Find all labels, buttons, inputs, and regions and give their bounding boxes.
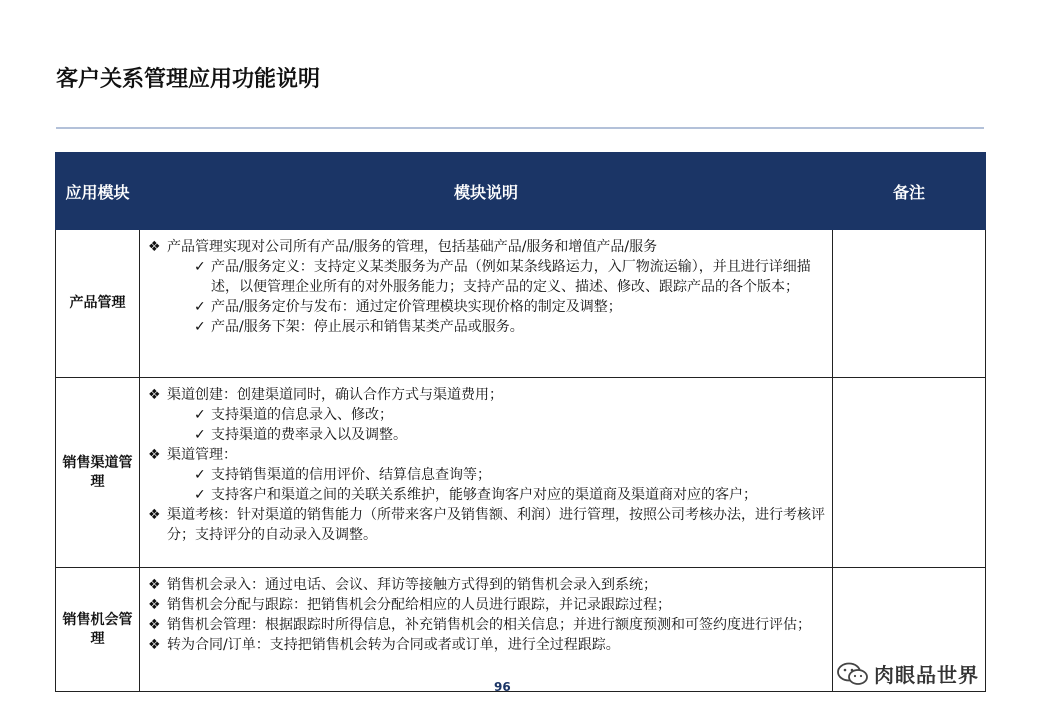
diamond-bullet-icon: ❖ (148, 637, 161, 653)
module-remark (833, 230, 986, 378)
header-remark: 备注 (833, 153, 986, 230)
sub-bullet-item (194, 425, 828, 445)
table-row (56, 230, 986, 378)
table-row (56, 378, 986, 568)
page-title: 客户关系管理应用功能说明 (56, 67, 321, 92)
bullet-item (148, 385, 828, 405)
bullet-text: 转为合同/订单：支持把销售机会转为合同或者或订单，进行全过程跟踪。 (167, 637, 620, 653)
bullet-text: 支持客户和渠道之间的关联关系维护，能够查询客户对应的渠道商及渠道商对应的客户； (211, 487, 757, 503)
bullet-item (148, 595, 828, 615)
bullet-text: 销售机会分配与跟踪：把销售机会分配给相应的人员进行跟踪，并记录跟踪过程； (167, 597, 671, 613)
module-remark (833, 378, 986, 568)
diamond-bullet-icon: ❖ (148, 577, 161, 593)
sub-bullet-item (194, 297, 828, 317)
sub-bullet-item (194, 405, 828, 425)
bullet-text: 产品/服务下架：停止展示和销售某类产品或服务。 (211, 319, 524, 335)
checkmark-icon: ✓ (194, 487, 206, 503)
bullet-text: 渠道创建：创建渠道同时，确认合作方式与渠道费用； (167, 387, 503, 403)
bullet-item (148, 505, 828, 545)
function-table (55, 152, 986, 692)
sub-bullet-item (194, 317, 828, 337)
diamond-bullet-icon: ❖ (148, 617, 161, 633)
checkmark-icon: ✓ (194, 407, 206, 423)
bullet-text: 支持渠道的信息录入、修改； (211, 407, 393, 423)
table-header-row (56, 153, 986, 230)
bullet-item (148, 445, 828, 465)
bullet-text: 销售机会管理：根据跟踪时所得信息，补充销售机会的相关信息；并进行额度预测和可签约度进行评估； (167, 617, 811, 633)
module-name: 产品管理 (56, 230, 140, 378)
bullet-item (148, 237, 828, 257)
module-name: 销售渠道管理 (56, 378, 140, 568)
page-number: 96 (494, 680, 511, 694)
checkmark-icon: ✓ (194, 299, 206, 315)
sub-bullet-item (194, 465, 828, 485)
bullet-text: 渠道管理： (167, 447, 237, 463)
wechat-icon (836, 662, 870, 686)
bullet-text: 产品/服务定义：支持定义某类服务为产品（例如某条线路运力，入厂物流运输），并且进行详细描述，以便管理企业所有的对外服务能力；支持产品的定义、描述、修改、跟踪产品的各个版本； (211, 259, 811, 295)
diamond-bullet-icon: ❖ (148, 387, 161, 403)
checkmark-icon: ✓ (194, 319, 206, 335)
bullet-item (148, 575, 828, 595)
diamond-bullet-icon: ❖ (148, 507, 161, 523)
bullet-text: 产品/服务定价与发布：通过定价管理模块实现价格的制定及调整； (211, 299, 622, 315)
checkmark-icon: ✓ (194, 259, 206, 275)
header-module: 应用模块 (56, 153, 140, 230)
sub-bullet-item (194, 257, 828, 297)
module-description (140, 378, 833, 568)
bullet-text: 销售机会录入：通过电话、会议、拜访等接触方式得到的销售机会录入到系统； (167, 577, 657, 593)
bullet-text: 渠道考核：针对渠道的销售能力（所带来客户及销售额、利润）进行管理，按照公司考核办法，进行考核评分；支持评分的自动录入及调整。 (167, 507, 825, 543)
header-description: 模块说明 (140, 153, 833, 230)
sub-bullet-item (194, 485, 828, 505)
bullet-text: 支持销售渠道的信用评价、结算信息查询等； (211, 467, 491, 483)
diamond-bullet-icon: ❖ (148, 447, 161, 463)
bullet-item (148, 635, 828, 655)
checkmark-icon: ✓ (194, 467, 206, 483)
checkmark-icon: ✓ (194, 427, 206, 443)
bullet-item (148, 615, 828, 635)
module-name: 销售机会管理 (56, 568, 140, 692)
diamond-bullet-icon: ❖ (148, 239, 161, 255)
title-divider (56, 127, 984, 129)
diamond-bullet-icon: ❖ (148, 597, 161, 613)
watermark (836, 659, 979, 688)
bullet-text: 产品管理实现对公司所有产品/服务的管理，包括基础产品/服务和增值产品/服务 (167, 239, 658, 255)
watermark-text: 肉眼品世界 (874, 663, 979, 687)
module-description (140, 568, 833, 692)
bullet-text: 支持渠道的费率录入以及调整。 (211, 427, 407, 443)
module-description (140, 230, 833, 378)
